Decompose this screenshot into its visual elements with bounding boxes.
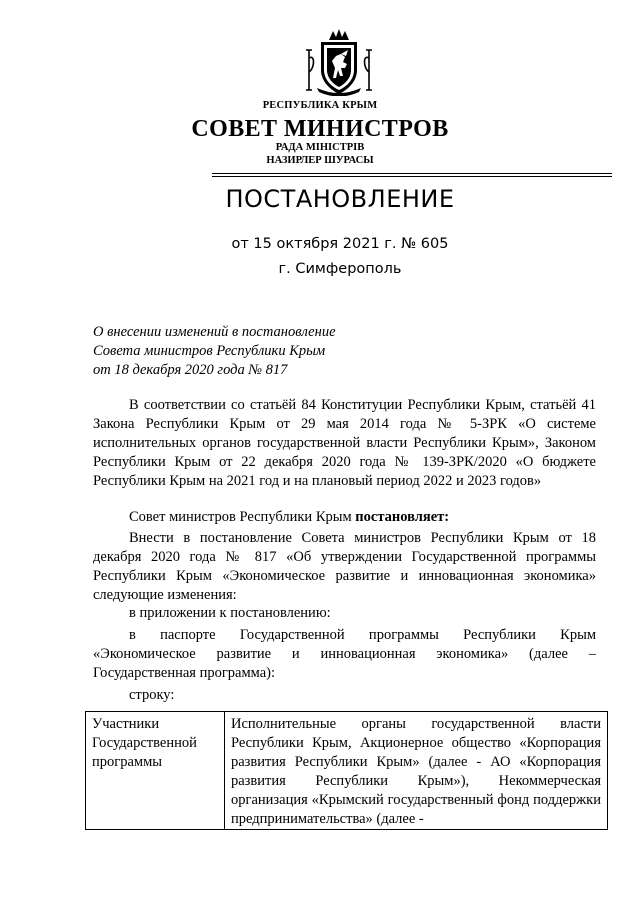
- header-divider-bottom: [212, 176, 612, 177]
- program-passport-table: [85, 711, 608, 830]
- subject-line: О внесении изменений в постановление: [93, 324, 336, 340]
- document-subject: [93, 323, 393, 380]
- crimea-coat-of-arms-icon: [303, 28, 375, 96]
- subject-line: Совета министров Республики Крым: [93, 343, 326, 359]
- document-date-number: от 15 октября 2021 г. № 605: [231, 236, 449, 252]
- body-paragraph-appendix: в приложении к постановлению:: [129, 605, 331, 621]
- header-rada: РАДА МІНІСТРІВ: [275, 142, 365, 153]
- table-cell-value: Исполнительные органы государственной власти Республики Крым, Акционерное общество «Корпорация развития Республики Крым» (далее - АО «Корпорация развития Республики Крым»), Некоммерческая организация «Крымский государственный фонд поддержки предпринимательства» (далее -: [225, 712, 608, 830]
- body-paragraph-passport: в паспорте Государственной программы Республики Крым «Экономическое развитие и инновационная экономика» (далее – Государственная программа):: [93, 627, 596, 681]
- header-council-title: СОВЕТ МИНИСТРОВ: [191, 116, 449, 142]
- body-paragraph-decision: [93, 508, 596, 527]
- body-paragraph-amendment: Внести в постановление Совета министров Республики Крым от 18 декабря 2020 года № 817 «Об утверждении Государственной программы Республики Крым «Экономическое развитие и инновационная экономика» следующие изменения:: [93, 530, 596, 603]
- table-row: [86, 712, 608, 830]
- header-divider-top: [212, 173, 612, 174]
- body-paragraph-row: строку:: [129, 687, 175, 703]
- body-paragraph-legal-basis: В соответствии со статьёй 84 Конституции Республики Крым, статьёй 41 Закона Республики Крым от 29 мая 2014 года № 5-ЗРК «О системе исполнительных органов государственной власти Республики Крым», Законом Республики Крым от 22 декабря 2020 года № 139-ЗРК/2020 «О бюджете Республики Крым на 2021 год и на плановый период 2022 и 2023 годов»: [93, 397, 596, 489]
- decision-keyword: постановляет:: [355, 509, 450, 525]
- document-place: г. Симферополь: [278, 261, 402, 277]
- table-cell-label: Участники Государственной программы: [86, 712, 225, 830]
- document-type: ПОСТАНОВЛЕНИЕ: [225, 185, 455, 213]
- header-republic: РЕСПУБЛИКА КРЫМ: [262, 100, 378, 111]
- subject-line: от 18 декабря 2020 года № 817: [93, 362, 288, 378]
- header-nazirler: НАЗИРЛЕР ШУРАСЫ: [266, 155, 374, 166]
- decision-prefix: Совет министров Республики Крым: [129, 509, 356, 525]
